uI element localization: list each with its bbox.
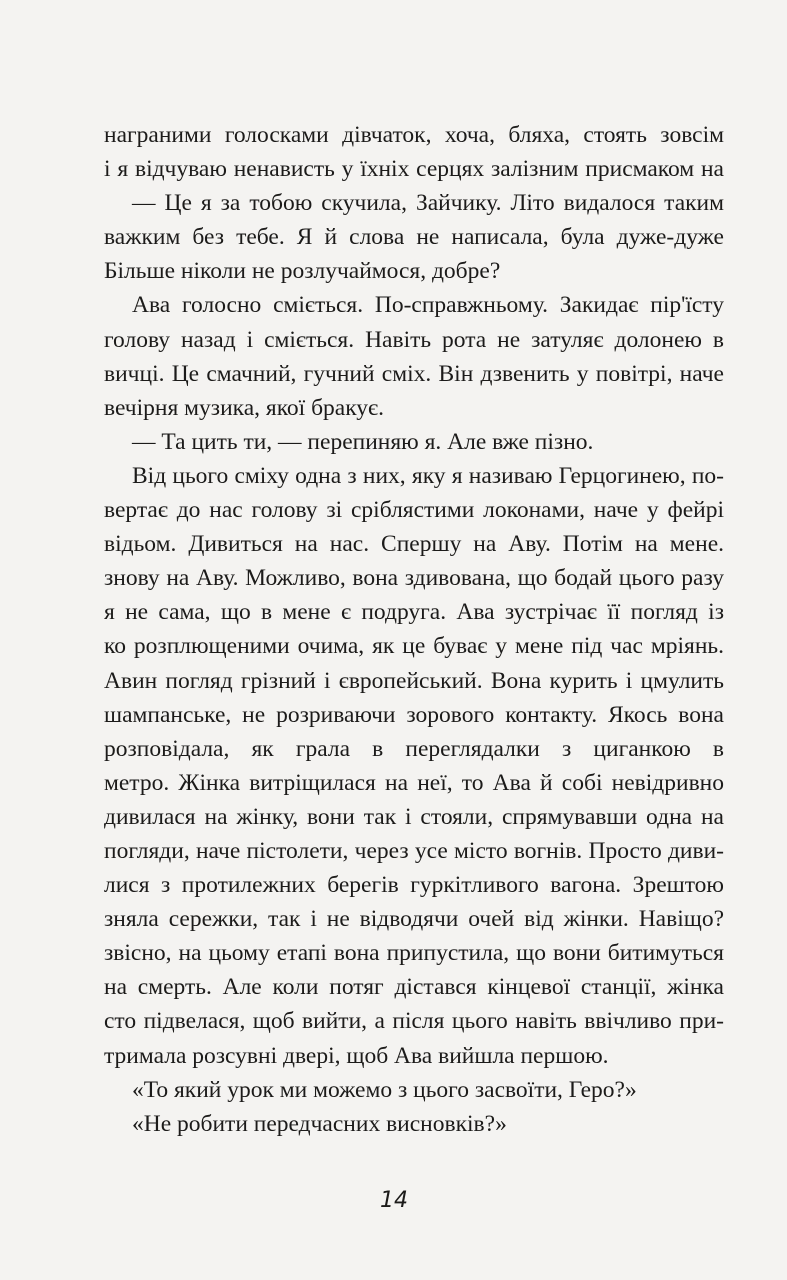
text-line: на смерть. Але коли потяг дістався кінцевої станції, жінка [104,974,724,1001]
text-line: погляди, наче пістолети, через усе місто вогнів. Просто диви- [104,837,724,864]
text-line: — Та цить ти, — перепиняю я. Але вже пізно. [132,428,594,455]
text-line: шампанське, не розриваючи зорового контакту. Якось вона [104,701,724,728]
text-line: — Це я за тобою скучила, Зайчику. Літо видалося таким [132,190,724,217]
text-line: лися з протилежних берегів гуркітливого вагона. Зрештою [104,872,724,899]
page-number: 14 [380,1188,408,1213]
text-line: ко розплющеними очима, як це буває у мене під час мріянь. [104,633,724,660]
text-line: дивилася на жінку, вони так і стояли, спрямувавши одна на [104,803,724,830]
text-line: Від цього сміху одна з них, яку я називаю Герцогинею, по- [132,462,724,489]
text-line: і я відчуваю ненависть у їхніх серцях залізним присмаком на [104,156,724,183]
text-line: вичці. Це смачний, гучний сміх. Він дзвенить у повітрі, наче [104,360,724,387]
text-line: голову назад і сміється. Навіть рота не затуляє долонею в [104,326,724,353]
text-line: «То який урок ми можемо з цього засвоїти, Геро?» [132,1076,637,1103]
text-line: награними голосками дівчаток, хоча, бляха, стоять зовсім [104,122,724,148]
text-line: Авин погляд грізний і європейський. Вона курить і цмулить [104,667,724,694]
text-line: вертає до нас голову зі сріблястими локонами, наче у фейрі [104,497,724,524]
text-line: відьом. Дивиться на нас. Спершу на Аву. Потім на мене. [104,531,724,558]
text-line: знову на Аву. Можливо, вона здивована, що бодай цього разу [104,565,724,592]
text-line: Ава голосно сміється. По-справжньому. Закидає пір'їсту [132,292,724,319]
text-line: сто підвелася, щоб вийти, а після цього навіть ввічливо при- [104,1008,724,1035]
text-line: вечірня музика, якої бракує. [104,394,385,421]
text-line: метро. Жінка витріщилася на неї, то Ава й собі невідривно [104,769,724,796]
text-line: розповідала, як грала в переглядалки з циганкою в [104,735,724,762]
text-line: я не сама, що в мене є подруга. Ава зустрічає її погляд із [104,599,724,626]
text-line: важким без тебе. Я й слова не написала, була дуже-дуже [104,224,724,251]
text-line: тримала розсувні двері, щоб Ава вийшла першою. [104,1042,609,1069]
body-text [104,118,724,1141]
text-line: зняла сережки, так і не відводячи очей від жінки. Навіщо? [104,906,724,933]
text-line: звісно, на цьому етапі вона припустила, що вони битимуться [104,940,724,967]
text-line: «Не робити передчасних висновків?» [132,1110,507,1137]
text-line: Більше ніколи не розлучаймося, добре? [104,258,501,285]
